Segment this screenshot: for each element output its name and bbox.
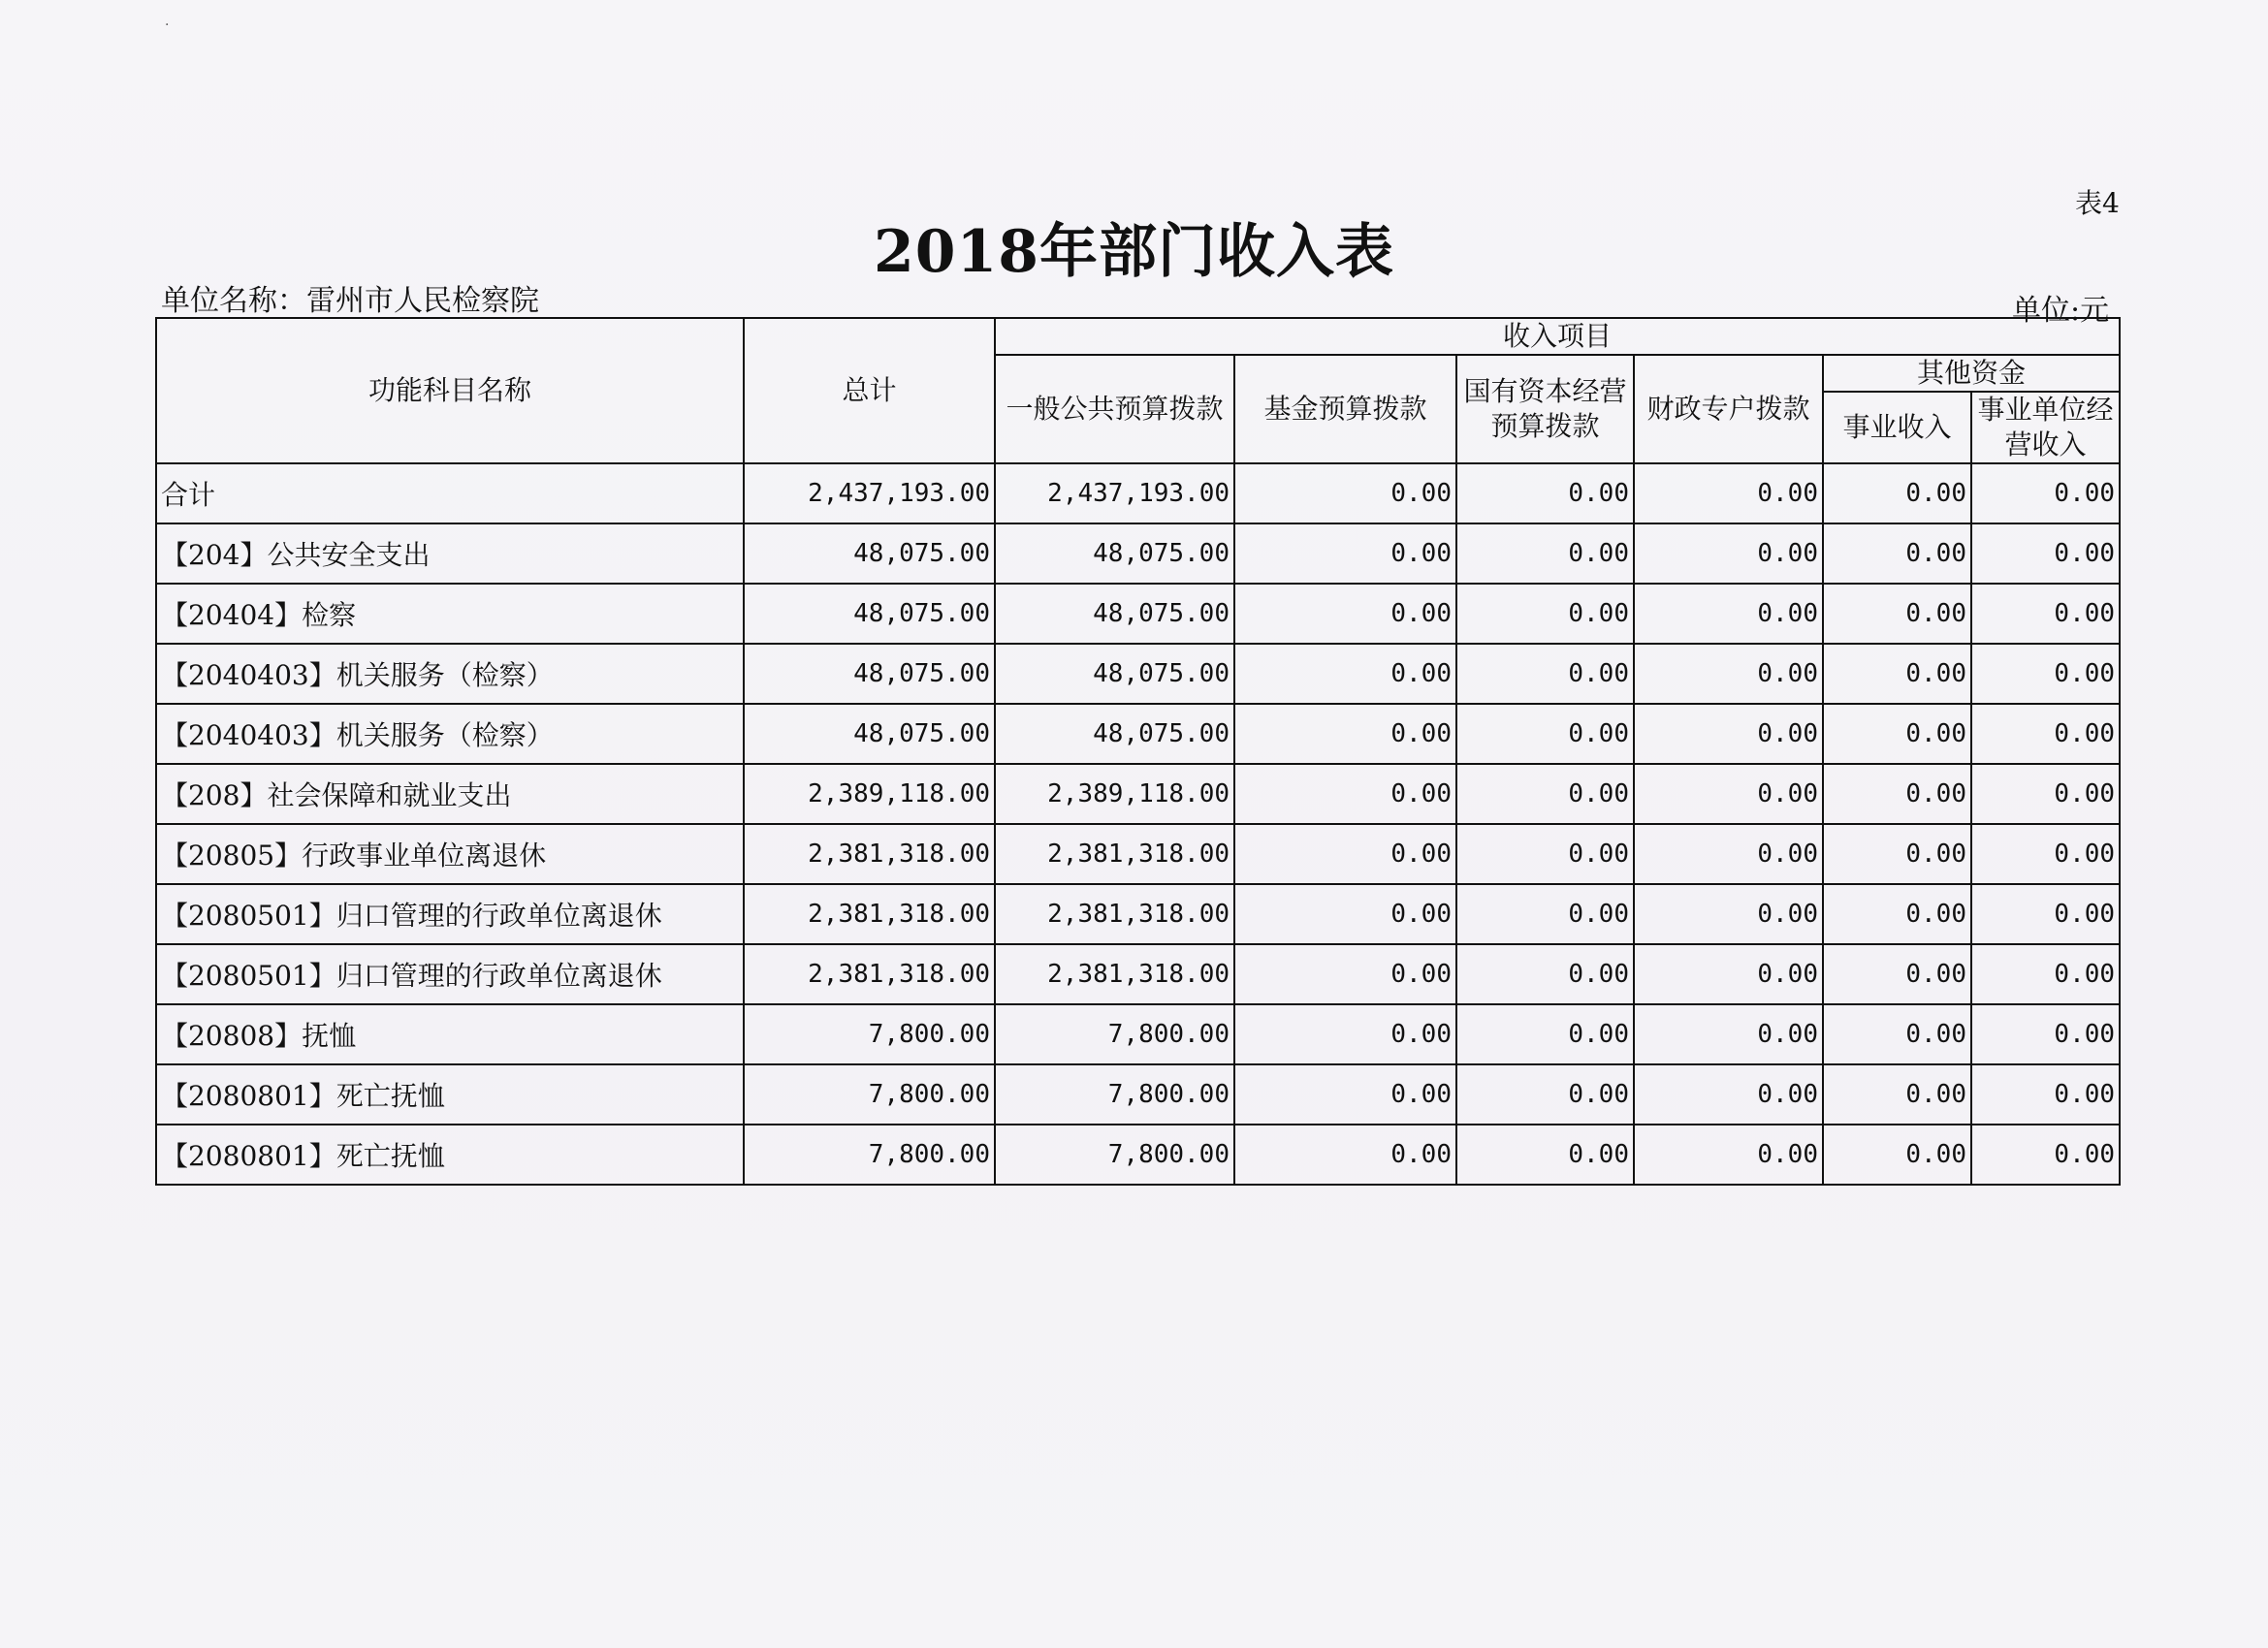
- row-name: 【208】社会保障和就业支出: [156, 764, 744, 824]
- cell-business: 0.00: [1823, 523, 1971, 584]
- header-business-income: 事业收入: [1823, 392, 1971, 463]
- header-other-funds: 其他资金: [1823, 355, 2120, 392]
- cell-general: 48,075.00: [995, 523, 1234, 584]
- table-row: [156, 1125, 2120, 1185]
- row-name: 合计: [156, 463, 744, 523]
- cell-total: 2,381,318.00: [744, 884, 995, 944]
- cell-general: 7,800.00: [995, 1125, 1234, 1185]
- cell-total: 48,075.00: [744, 704, 995, 764]
- unit-name: 单位名称：雷州市人民检察院: [161, 284, 539, 318]
- scan-speck: ·: [165, 17, 170, 33]
- cell-total: 48,075.00: [744, 644, 995, 704]
- header-income-items: 收入项目: [995, 318, 2120, 355]
- cell-special: 0.00: [1634, 764, 1823, 824]
- cell-total: 48,075.00: [744, 523, 995, 584]
- cell-business: 0.00: [1823, 824, 1971, 884]
- header-total: 总计: [744, 318, 995, 463]
- header-state-capital: 国有资本经营预算拨款: [1456, 355, 1634, 463]
- row-name: 【2080801】死亡抚恤: [156, 1064, 744, 1125]
- page-title: 2018年部门收入表: [874, 218, 1394, 286]
- cell-general: 2,381,318.00: [995, 824, 1234, 884]
- cell-special: 0.00: [1634, 1004, 1823, 1064]
- cell-state: 0.00: [1456, 523, 1634, 584]
- table-row: [156, 1004, 2120, 1064]
- cell-special: 0.00: [1634, 944, 1823, 1004]
- cell-special: 0.00: [1634, 463, 1823, 523]
- cell-business: 0.00: [1823, 1125, 1971, 1185]
- row-name: 【20805】行政事业单位离退休: [156, 824, 744, 884]
- cell-fund: 0.00: [1234, 944, 1456, 1004]
- cell-general: 2,437,193.00: [995, 463, 1234, 523]
- cell-total: 2,381,318.00: [744, 944, 995, 1004]
- cell-special: 0.00: [1634, 523, 1823, 584]
- cell-fund: 0.00: [1234, 523, 1456, 584]
- cell-special: 0.00: [1634, 884, 1823, 944]
- cell-fund: 0.00: [1234, 463, 1456, 523]
- cell-operating: 0.00: [1971, 644, 2120, 704]
- row-name: 【20404】检察: [156, 584, 744, 644]
- cell-state: 0.00: [1456, 884, 1634, 944]
- cell-business: 0.00: [1823, 584, 1971, 644]
- cell-general: 2,381,318.00: [995, 884, 1234, 944]
- cell-state: 0.00: [1456, 1064, 1634, 1125]
- cell-business: 0.00: [1823, 764, 1971, 824]
- cell-state: 0.00: [1456, 1125, 1634, 1185]
- cell-state: 0.00: [1456, 1004, 1634, 1064]
- cell-operating: 0.00: [1971, 1004, 2120, 1064]
- currency-unit: 单位:元: [2012, 294, 2110, 328]
- cell-general: 7,800.00: [995, 1064, 1234, 1125]
- table-row: [156, 463, 2120, 523]
- row-name: 【2040403】机关服务（检察）: [156, 644, 744, 704]
- table-row: [156, 824, 2120, 884]
- table-row: [156, 584, 2120, 644]
- table-row: [156, 1064, 2120, 1125]
- cell-fund: 0.00: [1234, 584, 1456, 644]
- cell-state: 0.00: [1456, 944, 1634, 1004]
- cell-operating: 0.00: [1971, 1125, 2120, 1185]
- table-body: [156, 463, 2120, 1185]
- cell-general: 2,389,118.00: [995, 764, 1234, 824]
- cell-operating: 0.00: [1971, 764, 2120, 824]
- row-name: 【2080501】归口管理的行政单位离退休: [156, 944, 744, 1004]
- cell-business: 0.00: [1823, 463, 1971, 523]
- row-name: 【2080801】死亡抚恤: [156, 1125, 744, 1185]
- cell-operating: 0.00: [1971, 584, 2120, 644]
- row-name: 【2040403】机关服务（检察）: [156, 704, 744, 764]
- cell-operating: 0.00: [1971, 704, 2120, 764]
- cell-total: 2,381,318.00: [744, 824, 995, 884]
- cell-fund: 0.00: [1234, 764, 1456, 824]
- cell-business: 0.00: [1823, 884, 1971, 944]
- cell-operating: 0.00: [1971, 884, 2120, 944]
- cell-state: 0.00: [1456, 644, 1634, 704]
- cell-total: 7,800.00: [744, 1004, 995, 1064]
- cell-fund: 0.00: [1234, 824, 1456, 884]
- cell-state: 0.00: [1456, 824, 1634, 884]
- cell-operating: 0.00: [1971, 463, 2120, 523]
- cell-total: 2,437,193.00: [744, 463, 995, 523]
- cell-special: 0.00: [1634, 644, 1823, 704]
- cell-state: 0.00: [1456, 764, 1634, 824]
- cell-total: 7,800.00: [744, 1125, 995, 1185]
- row-name: 【20808】抚恤: [156, 1004, 744, 1064]
- cell-general: 48,075.00: [995, 704, 1234, 764]
- table-row: [156, 644, 2120, 704]
- cell-business: 0.00: [1823, 1004, 1971, 1064]
- header-fund-budget: 基金预算拨款: [1234, 355, 1456, 463]
- header-name: 功能科目名称: [156, 318, 744, 463]
- cell-operating: 0.00: [1971, 824, 2120, 884]
- cell-fund: 0.00: [1234, 1004, 1456, 1064]
- cell-state: 0.00: [1456, 463, 1634, 523]
- table-row: [156, 884, 2120, 944]
- cell-total: 48,075.00: [744, 584, 995, 644]
- table-row: [156, 944, 2120, 1004]
- cell-total: 2,389,118.00: [744, 764, 995, 824]
- cell-fund: 0.00: [1234, 704, 1456, 764]
- header-operating-income: 事业单位经营收入: [1971, 392, 2120, 463]
- header-general-budget: 一般公共预算拨款: [995, 355, 1234, 463]
- cell-business: 0.00: [1823, 944, 1971, 1004]
- cell-business: 0.00: [1823, 644, 1971, 704]
- cell-fund: 0.00: [1234, 1125, 1456, 1185]
- cell-general: 48,075.00: [995, 584, 1234, 644]
- table-row: [156, 523, 2120, 584]
- header-special-account: 财政专户拨款: [1634, 355, 1823, 463]
- table-row: [156, 764, 2120, 824]
- cell-special: 0.00: [1634, 584, 1823, 644]
- cell-general: 48,075.00: [995, 644, 1234, 704]
- cell-fund: 0.00: [1234, 884, 1456, 944]
- cell-special: 0.00: [1634, 1064, 1823, 1125]
- row-name: 【2080501】归口管理的行政单位离退休: [156, 884, 744, 944]
- table-number: 表4: [2075, 187, 2120, 219]
- cell-general: 2,381,318.00: [995, 944, 1234, 1004]
- cell-business: 0.00: [1823, 704, 1971, 764]
- cell-special: 0.00: [1634, 1125, 1823, 1185]
- cell-business: 0.00: [1823, 1064, 1971, 1125]
- cell-special: 0.00: [1634, 824, 1823, 884]
- cell-special: 0.00: [1634, 704, 1823, 764]
- cell-state: 0.00: [1456, 704, 1634, 764]
- cell-fund: 0.00: [1234, 644, 1456, 704]
- cell-total: 7,800.00: [744, 1064, 995, 1125]
- cell-fund: 0.00: [1234, 1064, 1456, 1125]
- income-table: [155, 317, 2121, 1186]
- table-row: [156, 704, 2120, 764]
- cell-state: 0.00: [1456, 584, 1634, 644]
- cell-operating: 0.00: [1971, 523, 2120, 584]
- cell-general: 7,800.00: [995, 1004, 1234, 1064]
- row-name: 【204】公共安全支出: [156, 523, 744, 584]
- cell-operating: 0.00: [1971, 1064, 2120, 1125]
- cell-operating: 0.00: [1971, 944, 2120, 1004]
